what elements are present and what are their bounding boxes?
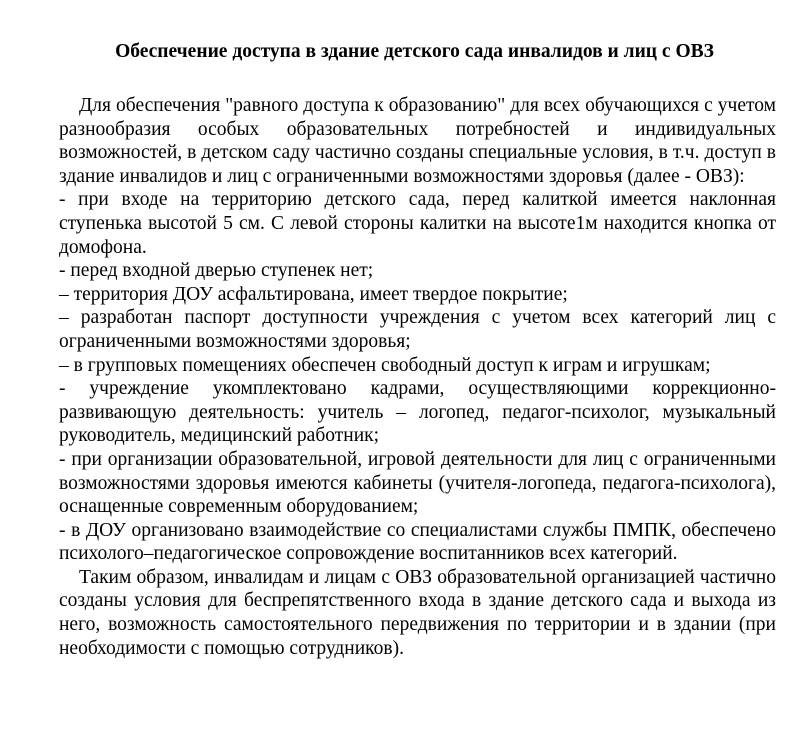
document-body xyxy=(59,94,776,660)
list-item-free-access-toys: – в групповых помещениях обеспечен свободный доступ к играм и игрушкам; xyxy=(59,354,711,376)
list-item-cabinets: - при организации образовательной, игровой деятельности для лиц с ограниченными возможностями здоровья имеются кабинеты (учителя-логопеда, педагога-психолога), оснащенные современным оборудованием; xyxy=(59,448,776,518)
list-item-pmpk: - в ДОУ организовано взаимодействие со специалистами службы ПМПК, обеспечено психолого–педагогическое сопровождение воспитанников всех категорий. xyxy=(59,519,776,565)
paragraph-intro: Для обеспечения "равного доступа к образованию" для всех обучающихся с учетом разнообразия особых образовательных потребностей и индивидуальных возможностей, в детском саду частично созданы специальные условия, в т.ч. доступ в здание инвалидов и лиц с ограниченными возможностями здоровья (далее - ОВЗ): xyxy=(59,95,776,187)
list-item-entrance-step: - при входе на территорию детского сада, перед калиткой имеется наклонная ступенька высотой 5 см. С левой стороны калитки на высоте1м находится кнопка от домофона. xyxy=(59,189,776,258)
list-item-asphalt: – территория ДОУ асфальтирована, имеет твердое покрытие; xyxy=(59,283,568,305)
document-title: Обеспечение доступа в здание детского сада инвалидов и лиц с ОВЗ xyxy=(115,41,714,62)
list-item-no-steps: - перед входной дверью ступенек нет; xyxy=(59,260,374,282)
list-item-staff: - учреждение укомплектовано кадрами, осуществляющими коррекционно-развивающую деятельность: учитель – логопед, педагог-психолог, музыкальный руководитель, медицинский работник; xyxy=(59,378,776,447)
paragraph-conclusion: Таким образом, инвалидам и лицам с ОВЗ образовательной организацией частично созданы условия для беспрепятственного входа в здание детского сада и выхода из него, возможность самостоятельного передвижения по территории и в здании (при необходимости с помощью сотрудников). xyxy=(59,566,776,659)
list-item-accessibility-passport: – разработан паспорт доступности учреждения с учетом всех категорий лиц с ограниченными возможностями здоровья; xyxy=(59,307,776,352)
